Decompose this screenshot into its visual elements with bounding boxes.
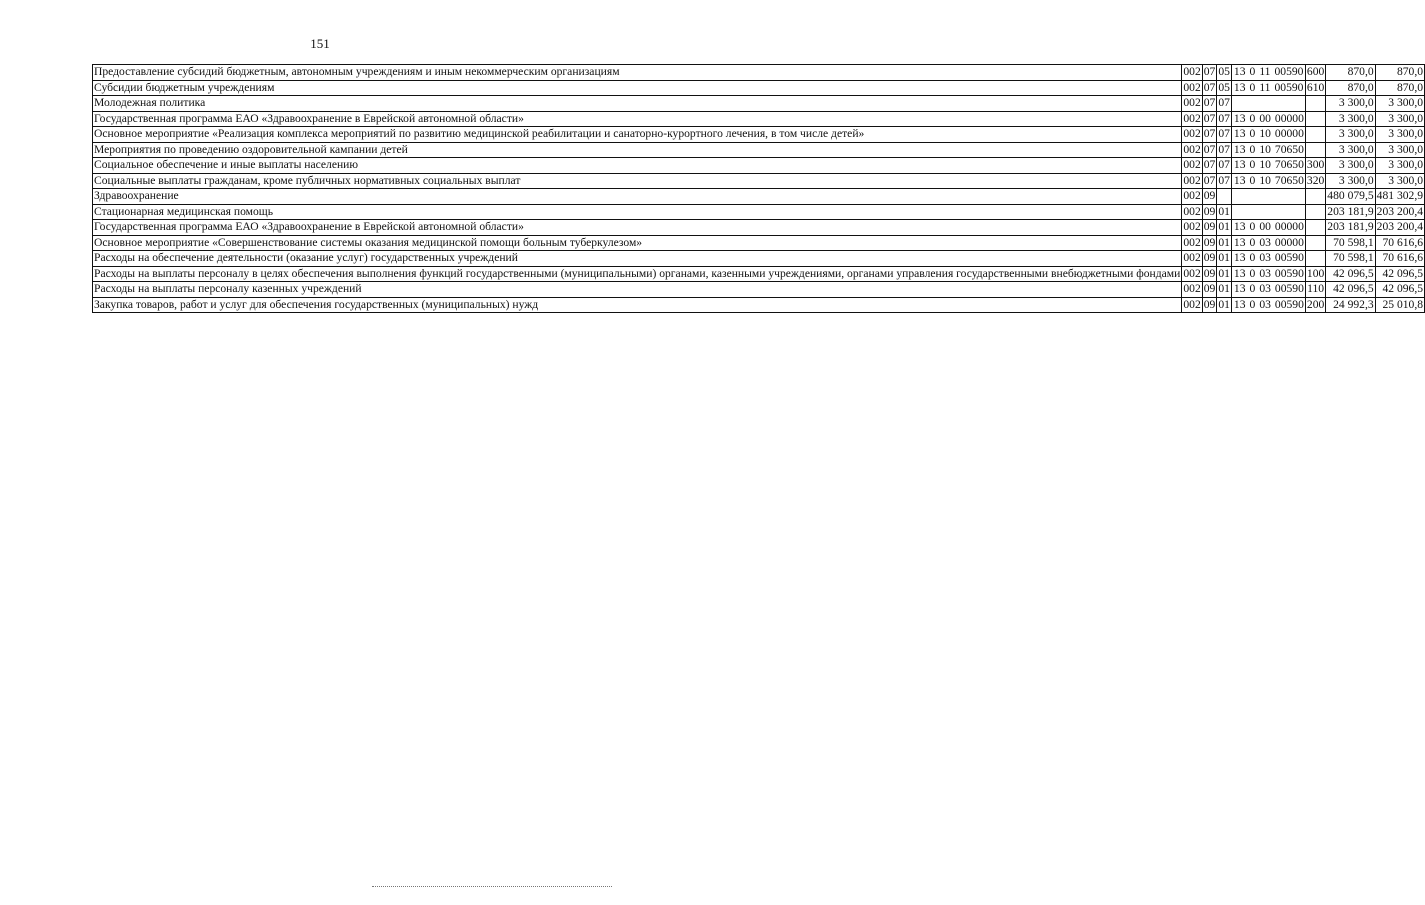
row-expense-type — [1305, 142, 1325, 158]
table-row — [93, 235, 1425, 251]
row-csr-article: 10 — [1259, 142, 1271, 156]
row-csr-article: 03 — [1259, 297, 1271, 311]
row-ministry-code: 002 — [1183, 65, 1201, 78]
row-csr-article: 00 — [1259, 220, 1271, 233]
row-expense-type: 600 — [1306, 65, 1325, 78]
row-name: Стационарная медицинская помощь — [93, 204, 1182, 220]
row-ministry-code: 002 — [1183, 80, 1201, 94]
row-csr-code: 00000 — [1274, 220, 1304, 233]
row-amount-year1: 3 300,0 — [1326, 127, 1375, 143]
row-csr-sub: 0 — [1249, 127, 1256, 140]
row-csr-code: 00590 — [1274, 80, 1304, 94]
row-csr-code: 00000 — [1274, 235, 1304, 249]
row-csr-program: 13 — [1233, 297, 1246, 311]
row-subsection-code: 01 — [1218, 282, 1230, 295]
row-amount-year1: 3 300,0 — [1326, 96, 1375, 112]
row-csr-program: 13 — [1233, 111, 1246, 125]
table-row — [93, 127, 1425, 143]
row-name: Молодежная политика — [93, 96, 1182, 112]
row-ministry-code: 002 — [1183, 282, 1201, 295]
row-ministry-code: 002 — [1183, 173, 1201, 187]
row-csr-program: 13 — [1233, 173, 1246, 187]
row-amount-year2: 70 616,6 — [1375, 235, 1424, 251]
row-subsection-code: 01 — [1218, 251, 1230, 264]
row-expense-type: 320 — [1306, 173, 1325, 187]
row-csr-article: 10 — [1259, 158, 1271, 171]
row-name: Здравоохранение — [93, 189, 1182, 205]
row-expense-type — [1305, 220, 1325, 236]
row-csr-sub: 0 — [1249, 235, 1256, 249]
row-csr-sub: 0 — [1249, 158, 1256, 171]
budget-table — [92, 64, 1425, 313]
row-section-code: 07 — [1203, 80, 1216, 94]
row-subsection-code: 07 — [1218, 158, 1230, 171]
row-subsection-code: 01 — [1218, 220, 1230, 233]
row-name: Социальные выплаты гражданам, кроме публичных нормативных социальных выплат — [93, 173, 1182, 189]
footer-scan-mark — [372, 886, 612, 888]
row-expense-type — [1305, 235, 1325, 251]
row-amount-year1: 70 598,1 — [1326, 251, 1375, 267]
row-ministry-code: 002 — [1183, 235, 1201, 249]
table-row — [93, 220, 1425, 236]
row-csr-code: 00590 — [1274, 282, 1304, 295]
row-csr-article: 10 — [1259, 127, 1271, 140]
row-csr-code: 00000 — [1274, 127, 1304, 140]
row-amount-year1: 3 300,0 — [1326, 111, 1375, 127]
row-amount-year1: 870,0 — [1326, 65, 1375, 81]
row-csr-program: 13 — [1233, 220, 1246, 233]
row-subsection-code: 07 — [1218, 111, 1230, 125]
row-amount-year2: 870,0 — [1375, 65, 1424, 81]
row-ministry-code: 002 — [1183, 297, 1201, 311]
row-target-article — [1231, 173, 1305, 189]
table-row — [93, 189, 1425, 205]
row-name: Мероприятия по проведению оздоровительной кампании детей — [93, 142, 1182, 158]
row-csr-program: 13 — [1233, 80, 1246, 94]
row-section-code: 07 — [1203, 65, 1216, 78]
row-amount-year2: 3 300,0 — [1375, 158, 1424, 174]
row-amount-year2: 203 200,4 — [1376, 220, 1424, 233]
row-section-code: 09 — [1203, 189, 1216, 202]
row-csr-program: 13 — [1233, 282, 1246, 295]
table-row — [93, 282, 1425, 298]
row-csr-code: 70650 — [1274, 142, 1304, 156]
row-csr-program: 13 — [1233, 127, 1246, 140]
row-csr-program: 13 — [1233, 266, 1246, 280]
row-csr-sub: 0 — [1249, 142, 1256, 156]
row-amount-year2: 870,0 — [1375, 80, 1424, 96]
row-csr-sub: 0 — [1249, 80, 1256, 94]
row-csr-sub: 0 — [1249, 251, 1256, 264]
row-amount-year1: 3 300,0 — [1326, 158, 1375, 174]
row-csr-article: 00 — [1259, 111, 1271, 125]
row-amount-year2: 70 616,6 — [1375, 251, 1424, 267]
row-csr-sub: 0 — [1249, 173, 1256, 187]
row-target-article — [1231, 189, 1305, 205]
row-subsection-code — [1217, 189, 1232, 205]
row-amount-year2: 3 300,0 — [1375, 173, 1424, 189]
row-subsection-code: 05 — [1218, 65, 1230, 78]
row-expense-type: 300 — [1306, 158, 1325, 171]
row-amount-year2: 42 096,5 — [1375, 266, 1424, 282]
row-target-article — [1231, 96, 1305, 112]
row-csr-code: 00590 — [1274, 251, 1304, 264]
row-amount-year1: 870,0 — [1326, 80, 1375, 96]
row-amount-year2: 25 010,8 — [1375, 297, 1424, 313]
row-amount-year2: 3 300,0 — [1375, 96, 1424, 112]
row-name: Государственная программа ЕАО «Здравоохранение в Еврейской автономной области» — [93, 111, 1182, 127]
row-amount-year2: 3 300,0 — [1375, 127, 1424, 143]
row-ministry-code: 002 — [1183, 266, 1201, 280]
row-ministry-code: 002 — [1183, 142, 1201, 156]
row-target-article — [1231, 158, 1305, 174]
row-target-article — [1231, 266, 1305, 282]
row-amount-year1: 24 992,3 — [1326, 297, 1375, 313]
row-expense-type: 610 — [1306, 80, 1325, 94]
row-csr-code: 70650 — [1274, 158, 1304, 171]
row-amount-year1: 3 300,0 — [1326, 142, 1375, 158]
table-row — [93, 65, 1425, 81]
row-target-article — [1231, 282, 1305, 298]
row-csr-program: 13 — [1233, 251, 1246, 264]
row-section-code: 09 — [1203, 204, 1216, 218]
page-number: 151 — [310, 36, 330, 51]
row-csr-code: 00590 — [1274, 65, 1304, 78]
row-name: Государственная программа ЕАО «Здравоохранение в Еврейской автономной области» — [93, 220, 1182, 236]
row-csr-sub: 0 — [1249, 266, 1256, 280]
row-target-article — [1231, 142, 1305, 158]
row-ministry-code: 002 — [1183, 158, 1201, 171]
table-row — [93, 96, 1425, 112]
row-section-code: 07 — [1203, 111, 1216, 125]
row-amount-year2: 481 302,9 — [1376, 189, 1424, 202]
row-target-article — [1231, 111, 1305, 127]
row-section-code: 09 — [1203, 220, 1216, 233]
row-section-code: 09 — [1203, 282, 1216, 295]
row-name: Предоставление субсидий бюджетным, автономным учреждениям и иным некоммерческим организациям — [93, 65, 1182, 81]
row-target-article — [1231, 297, 1305, 313]
row-csr-sub: 0 — [1249, 111, 1256, 125]
row-subsection-code: 01 — [1218, 297, 1230, 311]
row-expense-type — [1305, 251, 1325, 267]
row-section-code: 07 — [1203, 158, 1216, 171]
row-target-article — [1231, 235, 1305, 251]
row-csr-article: 11 — [1259, 65, 1271, 78]
row-expense-type: 100 — [1306, 266, 1325, 280]
row-target-article — [1231, 127, 1305, 143]
row-name: Основное мероприятие «Совершенствование системы оказания медицинской помощи больным туберкулезом» — [93, 235, 1182, 251]
row-section-code: 09 — [1203, 235, 1216, 249]
row-subsection-code: 05 — [1218, 80, 1230, 94]
row-csr-code: 00590 — [1274, 266, 1304, 280]
table-row — [93, 204, 1425, 220]
row-section-code: 09 — [1203, 251, 1216, 264]
row-amount-year1: 42 096,5 — [1326, 266, 1375, 282]
row-subsection-code: 01 — [1218, 235, 1230, 249]
table-row — [93, 266, 1425, 282]
row-section-code: 07 — [1203, 127, 1216, 140]
row-name: Социальное обеспечение и иные выплаты населению — [93, 158, 1182, 174]
row-csr-article: 10 — [1259, 173, 1271, 187]
row-expense-type — [1305, 189, 1325, 205]
row-csr-sub: 0 — [1249, 220, 1256, 233]
row-expense-type: 110 — [1307, 282, 1325, 295]
row-name: Основное мероприятие «Реализация комплекса мероприятий по развитию медицинской реабилитации и санаторно-курортного лечения, в том числе детей» — [93, 127, 1182, 143]
row-csr-article: 03 — [1259, 266, 1271, 280]
row-subsection-code: 07 — [1218, 127, 1230, 140]
row-name: Закупка товаров, работ и услуг для обеспечения государственных (муниципальных) нужд — [93, 297, 1182, 313]
row-section-code: 07 — [1203, 173, 1216, 187]
row-name: Расходы на выплаты персоналу в целях обеспечения выполнения функций государственными (муниципальными) органами, казенными учреждениями, органами управления государственными внебюджетными фондами — [94, 266, 1181, 280]
row-amount-year1: 203 181,9 — [1327, 204, 1374, 218]
row-expense-type — [1305, 204, 1325, 220]
row-csr-program: 13 — [1233, 235, 1246, 249]
row-section-code: 09 — [1203, 297, 1216, 311]
row-amount-year2: 203 200,4 — [1376, 204, 1424, 218]
table-body — [93, 65, 1425, 313]
row-csr-sub: 0 — [1249, 297, 1256, 311]
row-name: Расходы на обеспечение деятельности (оказание услуг) государственных учреждений — [93, 251, 1182, 267]
row-csr-article: 03 — [1259, 282, 1271, 295]
row-expense-type — [1305, 127, 1325, 143]
row-target-article — [1231, 251, 1305, 267]
row-subsection-code: 01 — [1218, 266, 1230, 280]
row-ministry-code: 002 — [1183, 189, 1201, 202]
row-csr-sub: 0 — [1249, 65, 1256, 78]
row-ministry-code: 002 — [1183, 251, 1201, 264]
row-subsection-code: 07 — [1218, 96, 1230, 109]
table-row — [93, 80, 1425, 96]
row-csr-code: 00590 — [1274, 297, 1304, 311]
table-row — [93, 142, 1425, 158]
row-target-article — [1231, 80, 1305, 96]
row-expense-type — [1305, 111, 1325, 127]
row-csr-article: 03 — [1259, 251, 1271, 264]
row-subsection-code: 01 — [1218, 204, 1230, 218]
row-csr-sub: 0 — [1249, 282, 1256, 295]
table-row — [93, 251, 1425, 267]
row-amount-year1: 42 096,5 — [1326, 282, 1375, 298]
table-row — [93, 173, 1425, 189]
row-amount-year2: 3 300,0 — [1375, 111, 1424, 127]
row-csr-program: 13 — [1233, 158, 1246, 171]
row-ministry-code: 002 — [1183, 127, 1201, 140]
table-row — [93, 111, 1425, 127]
row-target-article — [1231, 220, 1305, 236]
row-target-article — [1231, 65, 1305, 81]
row-amount-year1: 203 181,9 — [1327, 220, 1374, 233]
row-amount-year2: 42 096,5 — [1375, 282, 1424, 298]
row-csr-code: 00000 — [1274, 111, 1304, 125]
table-row — [93, 297, 1425, 313]
row-csr-article: 03 — [1259, 235, 1271, 249]
row-section-code: 07 — [1203, 96, 1216, 109]
row-section-code: 07 — [1203, 142, 1216, 156]
row-csr-program: 13 — [1233, 65, 1246, 78]
row-csr-code: 70650 — [1274, 173, 1304, 187]
row-name: Расходы на выплаты персоналу казенных учреждений — [93, 282, 1182, 298]
row-ministry-code: 002 — [1183, 111, 1201, 125]
row-name: Субсидии бюджетным учреждениям — [93, 80, 1182, 96]
row-ministry-code: 002 — [1183, 204, 1201, 218]
row-ministry-code: 002 — [1183, 96, 1201, 109]
row-csr-article: 11 — [1259, 80, 1271, 94]
row-amount-year1: 480 079,5 — [1327, 189, 1374, 202]
row-target-article — [1231, 204, 1305, 220]
row-amount-year1: 3 300,0 — [1326, 173, 1375, 189]
row-amount-year2: 3 300,0 — [1375, 142, 1424, 158]
row-expense-type: 200 — [1306, 297, 1325, 311]
row-csr-program: 13 — [1233, 142, 1246, 156]
row-section-code: 09 — [1203, 266, 1216, 280]
row-subsection-code: 07 — [1218, 142, 1230, 156]
row-amount-year1: 70 598,1 — [1326, 235, 1375, 251]
row-ministry-code: 002 — [1183, 220, 1201, 233]
table-row — [93, 158, 1425, 174]
row-expense-type — [1305, 96, 1325, 112]
row-subsection-code: 07 — [1218, 173, 1230, 187]
